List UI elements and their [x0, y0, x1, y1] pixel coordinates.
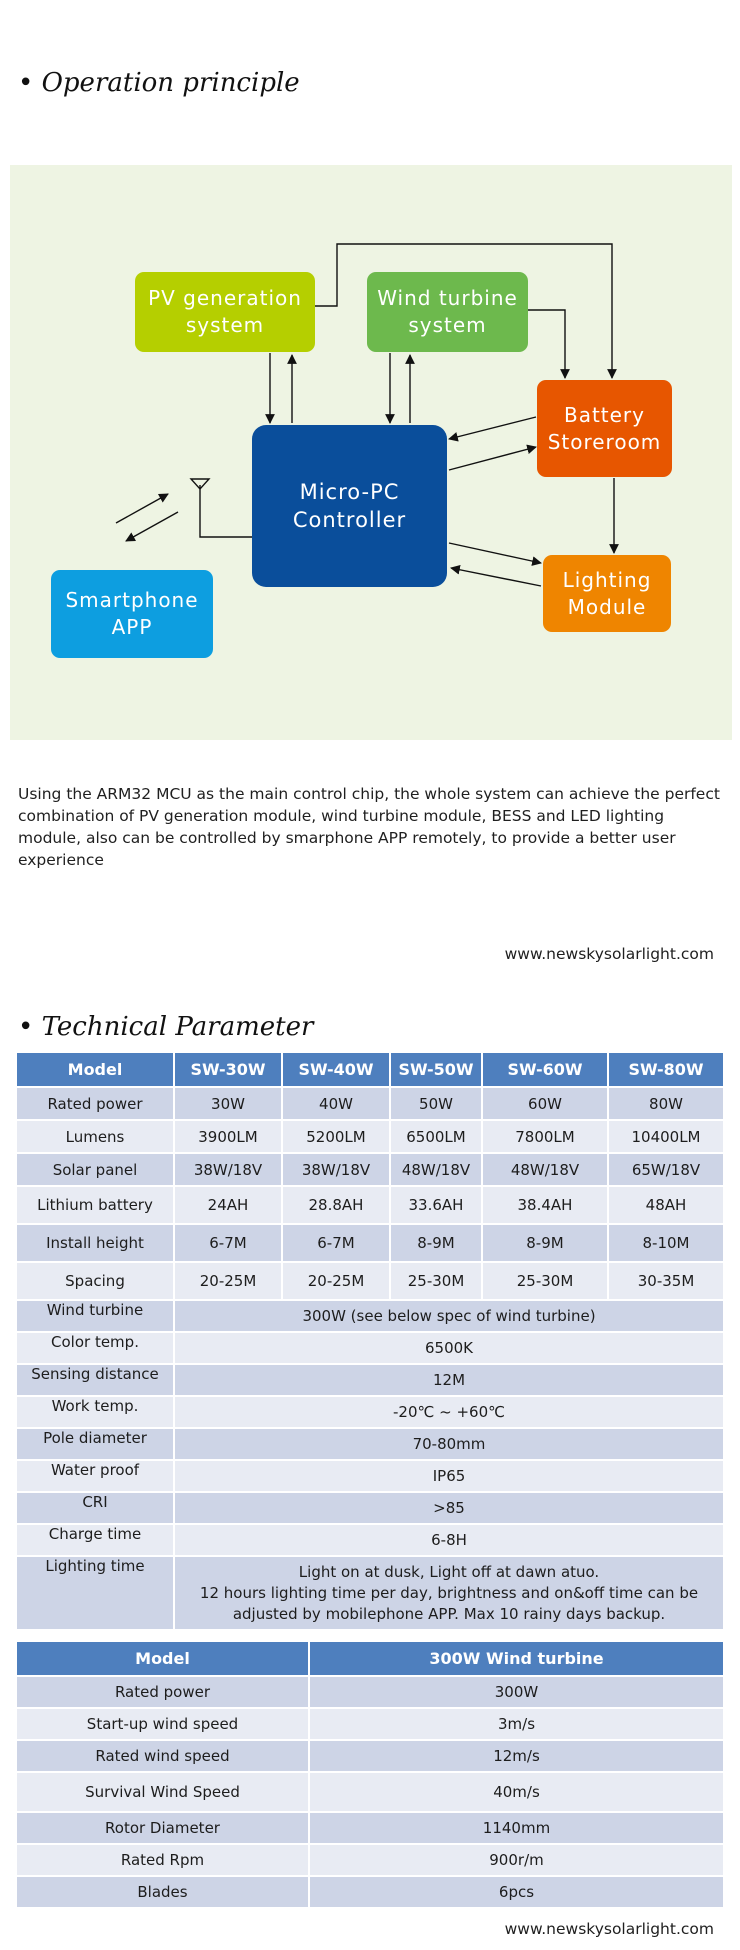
spec-value-cell: 8-10M — [608, 1224, 724, 1262]
spec-row-label: Wind turbine — [16, 1300, 174, 1332]
spec-merged-value: 12M — [174, 1364, 724, 1396]
spec-row — [16, 1087, 724, 1120]
spec-row — [16, 1153, 724, 1186]
wireless-arrow-down — [126, 512, 178, 541]
spec-row-label: Water proof — [16, 1460, 174, 1492]
spec-header-cell: SW-60W — [482, 1052, 608, 1087]
controller-battery-arrow — [449, 447, 536, 470]
spec-merged-value: 6-8H — [174, 1524, 724, 1556]
spec-value-cell: 6-7M — [174, 1224, 282, 1262]
spec-row-label: CRI — [16, 1492, 174, 1524]
spec-value-cell: 48AH — [608, 1186, 724, 1224]
spec-header-cell: SW-30W — [174, 1052, 282, 1087]
technical-parameter-title: • Technical Parameter — [18, 1012, 314, 1042]
wind-row — [16, 1676, 724, 1708]
spec-row — [16, 1428, 724, 1460]
spec-value-cell: 30-35M — [608, 1262, 724, 1300]
spec-row — [16, 1300, 724, 1332]
spec-value-cell: 8-9M — [390, 1224, 482, 1262]
spec-value-cell: 28.8AH — [282, 1186, 390, 1224]
wind-turbine-box: Wind turbine system — [367, 272, 528, 352]
spec-row — [16, 1224, 724, 1262]
wind-row-value: 1140mm — [309, 1812, 724, 1844]
spec-header-cell: Model — [16, 1052, 174, 1087]
spec-row-label: Pole diameter — [16, 1428, 174, 1460]
spec-merged-value: 300W (see below spec of wind turbine) — [174, 1300, 724, 1332]
spec-row — [16, 1556, 724, 1630]
wind-row-value: 6pcs — [309, 1876, 724, 1908]
wind-turbine-table — [15, 1640, 725, 1909]
wind-row-label: Rated wind speed — [16, 1740, 309, 1772]
spec-value-cell: 48W/18V — [390, 1153, 482, 1186]
wind-row-label: Rotor Diameter — [16, 1812, 309, 1844]
spec-row — [16, 1492, 724, 1524]
spec-value-cell: 60W — [482, 1087, 608, 1120]
description-paragraph: Using the ARM32 MCU as the main control chip, the whole system can achieve the perfect combination of PV generation module, wind turbine module, BESS and LED lighting module, also can be controlled by smarphone APP remotely, to provide a better user experience — [18, 785, 720, 869]
wind-row-label: Start-up wind speed — [16, 1708, 309, 1740]
spec-row-label: Lighting time — [16, 1556, 174, 1630]
spec-value-cell: 38.4AH — [482, 1186, 608, 1224]
spec-value-cell: 80W — [608, 1087, 724, 1120]
spec-header-cell: SW-40W — [282, 1052, 390, 1087]
micro-pc-controller-box: Micro-PC Controller — [252, 425, 447, 587]
wind-row — [16, 1844, 724, 1876]
spec-row-label: Color temp. — [16, 1332, 174, 1364]
spec-value-cell: 7800LM — [482, 1120, 608, 1153]
spec-merged-value: 70-80mm — [174, 1428, 724, 1460]
wind-row-label: Rated power — [16, 1676, 309, 1708]
spec-row-label: Solar panel — [16, 1153, 174, 1186]
spec-value-cell: 5200LM — [282, 1120, 390, 1153]
website-link-bottom[interactable]: www.newskysolarlight.com — [504, 1920, 714, 1938]
smartphone-app-box: Smartphone APP — [51, 570, 213, 658]
spec-value-cell: 8-9M — [482, 1224, 608, 1262]
spec-row — [16, 1332, 724, 1364]
spec-header-row — [16, 1052, 724, 1087]
wind-row — [16, 1772, 724, 1812]
wind-row-label: Rated Rpm — [16, 1844, 309, 1876]
spec-row-label: Sensing distance — [16, 1364, 174, 1396]
spec-row — [16, 1524, 724, 1556]
spec-row-label: Spacing — [16, 1262, 174, 1300]
wind-header-row — [16, 1641, 724, 1676]
spec-row-label: Install height — [16, 1224, 174, 1262]
operation-principle-title: • Operation principle — [18, 68, 300, 98]
spec-row-label: Lithium battery — [16, 1186, 174, 1224]
spec-value-cell: 10400LM — [608, 1120, 724, 1153]
wind-header-cell: 300W Wind turbine — [309, 1641, 724, 1676]
spec-row — [16, 1120, 724, 1153]
spec-value-cell: 3900LM — [174, 1120, 282, 1153]
wind-row-label: Survival Wind Speed — [16, 1772, 309, 1812]
spec-row — [16, 1186, 724, 1224]
spec-value-cell: 33.6AH — [390, 1186, 482, 1224]
spec-merged-value: Light on at dusk, Light off at dawn atuo. 12 hours lighting time per day, brightness and on&off time can be adjusted by mobilephone APP. Max 10 rainy days backup. — [174, 1556, 724, 1630]
spec-value-cell: 20-25M — [282, 1262, 390, 1300]
wind-row-value: 3m/s — [309, 1708, 724, 1740]
spec-value-cell: 6500LM — [390, 1120, 482, 1153]
spec-row-label: Lumens — [16, 1120, 174, 1153]
spec-row — [16, 1460, 724, 1492]
spec-merged-value: -20℃ ~ +60℃ — [174, 1396, 724, 1428]
spec-value-cell: 25-30M — [390, 1262, 482, 1300]
wind-battery-arrow — [528, 310, 565, 378]
spec-value-cell: 30W — [174, 1087, 282, 1120]
website-link-top[interactable]: www.newskysolarlight.com — [504, 945, 714, 963]
spec-value-cell: 65W/18V — [608, 1153, 724, 1186]
wind-row — [16, 1740, 724, 1772]
wind-header-cell: Model — [16, 1641, 309, 1676]
spec-value-cell: 38W/18V — [282, 1153, 390, 1186]
wind-row-value: 40m/s — [309, 1772, 724, 1812]
spec-header-cell: SW-80W — [608, 1052, 724, 1087]
wind-row-value: 900r/m — [309, 1844, 724, 1876]
spec-row — [16, 1396, 724, 1428]
spec-value-cell: 50W — [390, 1087, 482, 1120]
spec-value-cell: 48W/18V — [482, 1153, 608, 1186]
wireless-arrow-up — [116, 494, 168, 523]
spec-value-cell: 6-7M — [282, 1224, 390, 1262]
spec-value-cell: 40W — [282, 1087, 390, 1120]
controller-lighting-arrow — [449, 543, 541, 563]
wind-row-value: 300W — [309, 1676, 724, 1708]
lighting-module-box: Lighting Module — [543, 555, 671, 632]
spec-merged-value: 6500K — [174, 1332, 724, 1364]
spec-merged-value: >85 — [174, 1492, 724, 1524]
spec-value-cell: 24AH — [174, 1186, 282, 1224]
spec-header-cell: SW-50W — [390, 1052, 482, 1087]
antenna-line — [200, 485, 252, 537]
pv-generation-box: PV generation system — [135, 272, 315, 352]
spec-row — [16, 1262, 724, 1300]
spec-value-cell: 38W/18V — [174, 1153, 282, 1186]
battery-storeroom-box: Battery Storeroom — [537, 380, 672, 477]
spec-row-label: Work temp. — [16, 1396, 174, 1428]
battery-controller-arrow — [449, 417, 536, 439]
spec-value-cell: 20-25M — [174, 1262, 282, 1300]
wind-row — [16, 1812, 724, 1844]
wind-row-value: 12m/s — [309, 1740, 724, 1772]
wind-row — [16, 1708, 724, 1740]
wind-row-label: Blades — [16, 1876, 309, 1908]
spec-table — [15, 1051, 725, 1631]
spec-value-cell: 25-30M — [482, 1262, 608, 1300]
spec-row-label: Rated power — [16, 1087, 174, 1120]
spec-row-label: Charge time — [16, 1524, 174, 1556]
spec-merged-value: IP65 — [174, 1460, 724, 1492]
lighting-controller-arrow — [451, 568, 541, 586]
spec-row — [16, 1364, 724, 1396]
operation-diagram — [10, 165, 732, 740]
wind-row — [16, 1876, 724, 1908]
